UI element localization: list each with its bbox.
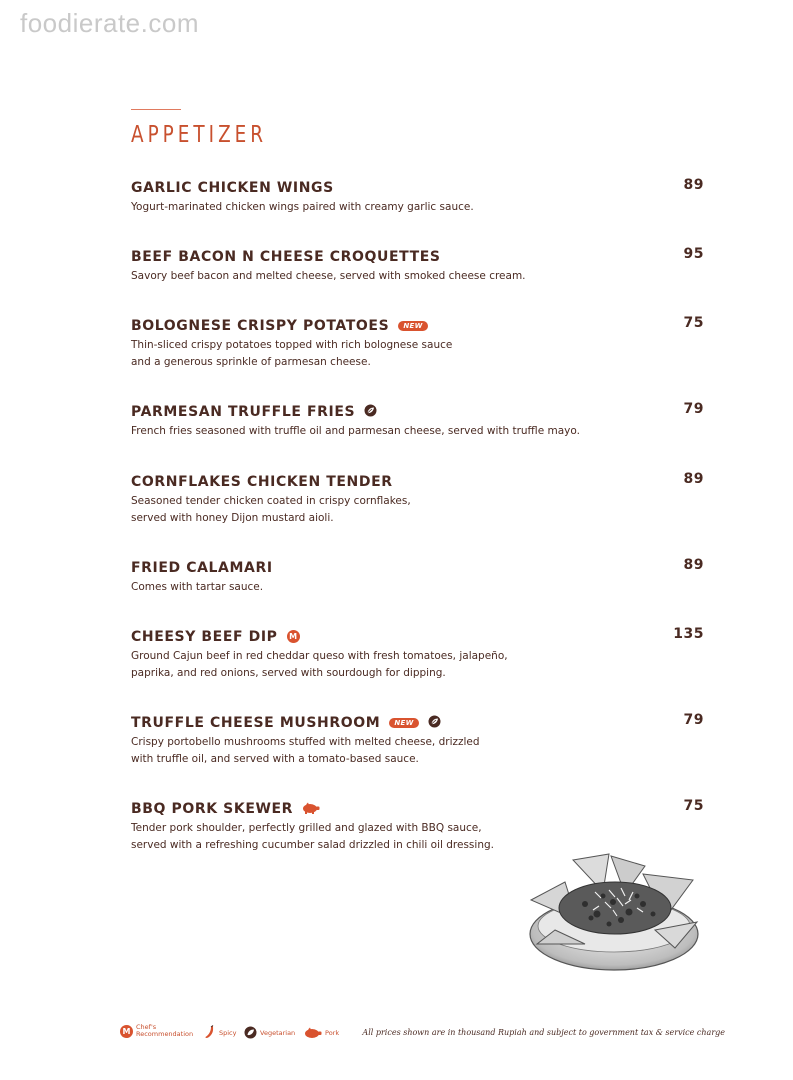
nachos-dish-illustration	[525, 852, 703, 978]
menu-item	[131, 315, 704, 370]
pig-icon	[302, 799, 320, 818]
item-description: Comes with tartar sauce.	[131, 581, 264, 593]
menu-item	[131, 557, 704, 596]
new-badge: NEW	[398, 321, 427, 331]
new-badge: NEW	[389, 718, 418, 728]
item-price: 89	[683, 471, 704, 487]
item-description: Tender pork shoulder, perfectly grilled and glazed with BBQ sauce, served with a refreshing cucumber salad drizzled in chili oil dressing.	[131, 822, 494, 851]
pig-icon	[304, 1024, 322, 1043]
menu-item	[131, 626, 704, 681]
item-description: Ground Cajun beef in red cheddar queso with fresh tomatoes, jalapeño, paprika, and red onions, served with sourdough for dipping.	[131, 650, 508, 679]
item-name: BEEF BACON N CHEESE CROQUETTES	[131, 248, 441, 265]
legend-pork	[304, 1024, 339, 1043]
item-name: BOLOGNESE CRISPY POTATOES	[131, 317, 390, 334]
item-price: 89	[683, 557, 704, 573]
item-name: BBQ PORK SKEWER	[131, 800, 294, 817]
legend-spicy	[204, 1024, 236, 1043]
item-price: 89	[683, 177, 704, 193]
legend-chef	[120, 1024, 193, 1038]
item-description: Yogurt-marinated chicken wings paired with creamy garlic sauce.	[131, 201, 474, 213]
item-name: FRIED CALAMARI	[131, 559, 273, 576]
menu-item	[131, 401, 704, 440]
legend-label: Chef's Recommendation	[136, 1023, 194, 1038]
title-rule	[131, 109, 181, 110]
chef-recommendation-icon: M	[120, 1025, 133, 1038]
leaf-icon	[364, 402, 377, 421]
menu-item	[131, 798, 704, 853]
legend-vegetarian	[244, 1024, 295, 1043]
item-name: CORNFLAKES CHICKEN TENDER	[131, 473, 393, 490]
chili-pepper-icon	[204, 1024, 216, 1043]
item-price: 75	[683, 798, 704, 814]
item-name: CHEESY BEEF DIP	[131, 628, 278, 645]
item-price: 79	[683, 712, 704, 728]
item-description: Thin-sliced crispy potatoes topped with rich bolognese sauce and a generous sprinkle of parmesan cheese.	[131, 339, 453, 368]
legend-label: Pork	[325, 1029, 340, 1037]
legend-label: Spicy	[219, 1029, 237, 1037]
menu-item	[131, 471, 704, 526]
price-footnote: All prices shown are in thousand Rupiah and subject to government tax & service charge	[362, 1028, 725, 1037]
item-description: Seasoned tender chicken coated in crispy cornflakes, served with honey Dijon mustard aioli.	[131, 495, 411, 524]
item-price: 135	[673, 626, 704, 642]
leaf-icon	[428, 713, 441, 732]
item-description: French fries seasoned with truffle oil and parmesan cheese, served with truffle mayo.	[131, 425, 580, 437]
chef-recommendation-icon: M	[287, 630, 300, 643]
item-price: 79	[683, 401, 704, 417]
watermark: foodierate.com	[20, 8, 199, 38]
item-name: TRUFFLE CHEESE MUSHROOM	[131, 714, 381, 731]
menu-item	[131, 712, 704, 767]
item-price: 75	[683, 315, 704, 331]
menu-item	[131, 177, 704, 216]
section-title: APPETIZER	[131, 122, 268, 148]
item-description: Savory beef bacon and melted cheese, served with smoked cheese cream.	[131, 270, 526, 282]
legend-label: Vegetarian	[260, 1029, 296, 1037]
footer	[120, 1022, 725, 1046]
item-name: GARLIC CHICKEN WINGS	[131, 179, 334, 196]
item-name: PARMESAN TRUFFLE FRIES	[131, 403, 356, 420]
menu-item	[131, 246, 704, 285]
item-description: Crispy portobello mushrooms stuffed with melted cheese, drizzled with truffle oil, and served with a tomato-based sauce.	[131, 736, 480, 765]
leaf-icon	[244, 1024, 257, 1043]
item-price: 95	[683, 246, 704, 262]
